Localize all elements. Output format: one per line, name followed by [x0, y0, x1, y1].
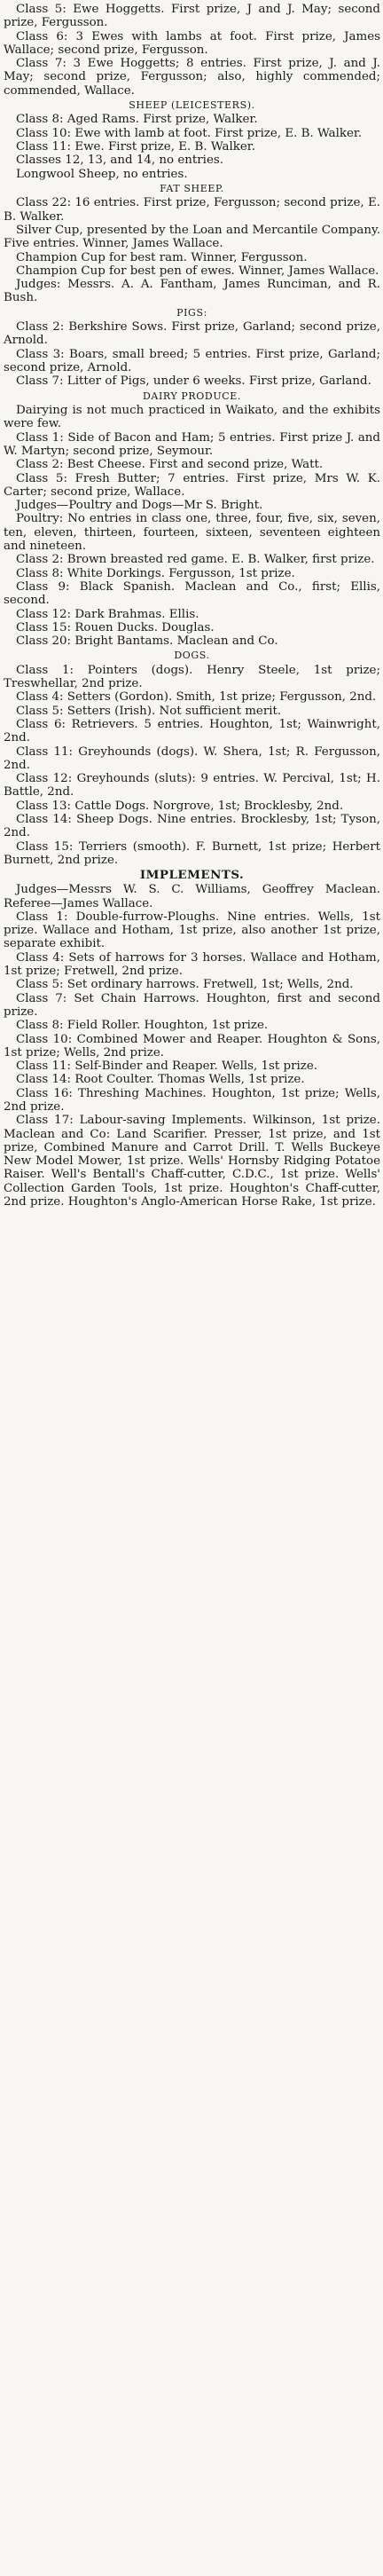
paragraph: Class 4: Setters (Gordon). Smith, 1st prize; Fergusson, 2nd.: [16, 690, 377, 705]
paragraph: Class 5: Fresh Butter; 7 entries. First prize, Mrs W. K. Carter; second prize, Wallace.: [4, 471, 380, 499]
paragraph: Class 8: Aged Rams. First prize, Walker.: [16, 113, 258, 127]
paragraph: Class 7: 3 Ewe Hoggetts; 8 entries. First prize, J. and J. May; second prize, Fergusson; also, highly commended; commended, Wallace.: [4, 57, 380, 98]
paragraph: Class 3: Boars, small breed; 5 entries. First prize, Garland; second prize, Arnold.: [4, 347, 380, 375]
paragraph: Class 12: Dark Brahmas. Ellis.: [16, 607, 199, 621]
paragraph: Class 5: Setters (Irish). Not sufficient merit.: [16, 704, 282, 718]
paragraph: Class 10: Ewe with lamb at foot. First prize, E. B. Walker.: [16, 126, 363, 140]
section-heading: DAIRY PRODUCE.: [143, 390, 241, 402]
paragraph: Class 8: White Dorkings. Fergusson, 1st prize.: [16, 566, 295, 580]
paragraph: Dairying is not much practiced in Waikato, and the exhibits were few.: [4, 404, 380, 431]
paragraph: Champion Cup for best pen of ewes. Winner, James Wallace.: [16, 264, 379, 278]
paragraph: Class 9: Black Spanish. Maclean and Co., first; Ellis, second.: [4, 579, 380, 608]
section-heading: IMPLEMENTS.: [139, 868, 245, 883]
paragraph: Class 22: 16 entries. First prize, Fergusson; second prize, E. B. Walker.: [4, 196, 380, 224]
paragraph: Class 17: Labour-saving Implements. Wilkinson, 1st prize. Maclean and Co: Land Scarifier. Presser, 1st prize, and 1st prize, Combined Manure and Carrot Drill. T. Wells Buckeye New Model Mower, 1st prize. Wells' Hornsby Ridging Potatoe Raiser. Well's Bentall's Chaff-cutter, C.D.C., 1st prize. Wells' Collection Garden Tools, 1st prize. Houghton's Chaff-cutter, 2nd prize. Houghton's Anglo-American Horse Rake, 1st prize.: [4, 1114, 380, 1209]
section-heading: SHEEP (LEICESTERS).: [129, 99, 255, 112]
paragraph: Class 2: Brown breasted red game. E. B. Walker, first prize.: [16, 553, 375, 567]
section-heading: DOGS.: [174, 650, 210, 662]
paragraph: Class 10: Combined Mower and Reaper. Houghton & Sons, 1st prize; Wells, 2nd prize.: [4, 1032, 380, 1060]
paragraph: Class 7: Litter of Pigs, under 6 weeks. First prize, Garland.: [16, 374, 371, 389]
paragraph: Class 6: 3 Ewes with lambs at foot. First prize, James Wallace; second prize, Fergusson.: [4, 29, 380, 57]
paragraph: Class 1: Side of Bacon and Ham; 5 entries. First prize J. and W. Martyn; second prize, Seymour.: [4, 430, 380, 458]
paragraph: Class 12: Greyhounds (sluts): 9 entries. W. Percival, 1st; H. Battle, 2nd.: [4, 772, 380, 800]
paragraph: Class 8: Field Roller. Houghton, 1st prize.: [16, 1019, 269, 1033]
paragraph: Class 2: Best Cheese. First and second prize, Watt.: [16, 458, 324, 472]
paragraph: Class 1: Pointers (dogs). Henry Steele, 1st prize; Treswhellar, 2nd prize.: [4, 663, 380, 691]
paragraph: Champion Cup for best ram. Winner, Fergusson.: [16, 250, 308, 264]
paragraph: Class 4: Sets of harrows for 3 horses. Wallace and Hotham, 1st prize; Fretwell, 2nd prize.: [4, 950, 380, 979]
paragraph: Judges—Messrs W. S. C. Williams, Geoffrey Maclean. Referee—James Wallace.: [4, 883, 380, 910]
paragraph: Class 15: Terriers (smooth). F. Burnett, 1st prize; Herbert Burnett, 2nd prize.: [4, 839, 380, 867]
paragraph: Class 1: Double-furrow-Ploughs. Nine entries. Wells, 1st prize. Wallace and Hotham, 1st prize, also another 1st prize, separate exhibit.: [4, 910, 380, 951]
paragraph: Class 14: Sheep Dogs. Nine entries. Brocklesby, 1st; Tyson, 2nd.: [4, 813, 380, 840]
paragraph: Judges—Poultry and Dogs—Mr S. Bright.: [16, 499, 263, 513]
paragraph: Class 11: Greyhounds (dogs). W. Shera, 1st; R. Fergusson, 2nd.: [4, 744, 380, 772]
paragraph: Class 5: Ewe Hoggetts. First prize, J and J. May; second prize, Fergusson.: [4, 3, 380, 30]
paragraph: Classes 12, 13, and 14, no entries.: [16, 154, 224, 168]
paragraph: Class 11: Ewe. First prize, E. B. Walker.: [16, 140, 255, 154]
paragraph: Class 5: Set ordinary harrows. Fretwell, 1st; Wells, 2nd.: [16, 978, 354, 992]
paragraph: Class 15: Rouen Ducks. Douglas.: [16, 620, 215, 634]
paragraph: Class 2: Berkshire Sows. First prize, Garland; second prize, Arnold.: [4, 320, 380, 348]
paragraph: Judges: Messrs. A. A. Fantham, James Runciman, and R. Bush.: [4, 278, 380, 305]
paragraph: Silver Cup, presented by the Loan and Mercantile Company. Five entries. Winner, James Wallace.: [4, 223, 380, 251]
paragraph: Longwool Sheep, no entries.: [16, 167, 188, 181]
section-heading: FAT SHEEP.: [160, 182, 224, 194]
paragraph: Class 14: Root Coulter. Thomas Wells, 1st prize.: [16, 1073, 305, 1087]
paragraph: Poultry: No entries in class one, three, four, five, six, seven, ten, eleven, thirteen, fourteen, sixteen, seventeen eighteen and nineteen.: [4, 512, 380, 554]
paragraph: Class 6: Retrievers. 5 entries. Houghton, 1st; Wainwright, 2nd.: [4, 717, 380, 745]
paragraph: Class 13: Cattle Dogs. Norgrove, 1st; Brocklesby, 2nd.: [16, 799, 344, 813]
paragraph: Class 20: Bright Bantams. Maclean and Co.: [16, 634, 278, 649]
paragraph: Class 16: Threshing Machines. Houghton, 1st prize; Wells, 2nd prize.: [4, 1086, 380, 1114]
paragraph: Class 11: Self-Binder and Reaper. Wells, 1st prize.: [16, 1060, 318, 1074]
section-heading: PIGS:: [176, 306, 207, 319]
paragraph: Class 7: Set Chain Harrows. Houghton, first and second prize.: [4, 991, 380, 1019]
